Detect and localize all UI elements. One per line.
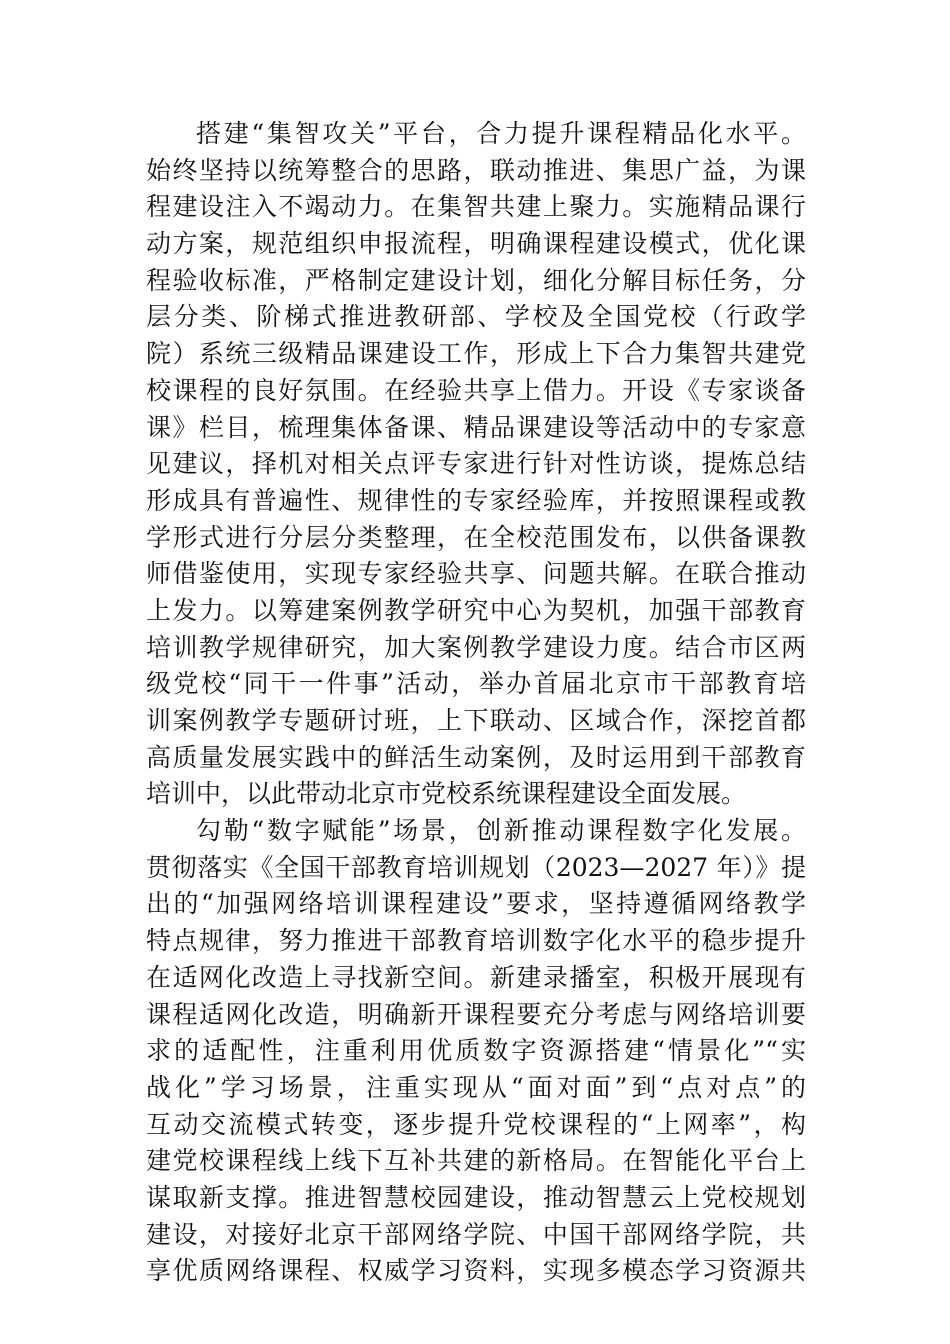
paragraph-line: 建设，对接好北京干部网络学院、中国干部网络学院，共 bbox=[146, 1219, 806, 1249]
paragraph-line: 见建议，择机对相关点评专家进行针对性访谈，提炼总结 bbox=[146, 449, 806, 479]
paragraph-line: 搭建“集智攻关”平台，合力提升课程精品化水平。 bbox=[196, 119, 806, 148]
paragraph-line: 程验收标准，严格制定建设计划，细化分解目标任务，分 bbox=[146, 265, 806, 295]
paragraph-line: 上发力。以筹建案例教学研究中心为契机，加强干部教育 bbox=[146, 595, 806, 625]
paragraph-line: 享优质网络课程、权威学习资料，实现多模态学习资源共 bbox=[146, 1256, 806, 1286]
paragraph-line: 出的“加强网络培训课程建设”要求，坚持遵循网络教学 bbox=[146, 889, 806, 919]
paragraph-line: 课》栏目，梳理集体备课、精品课建设等活动中的专家意 bbox=[146, 412, 806, 442]
paragraph-line: 级党校“同干一件事”活动，举办首届北京市干部教育培 bbox=[146, 669, 806, 699]
paragraph-digital-empowerment bbox=[146, 813, 806, 1290]
paragraph-line: 校课程的良好氛围。在经验共享上借力。开设《专家谈备 bbox=[146, 375, 806, 405]
paragraph-line: 勾勒“数字赋能”场景，创新推动课程数字化发展。 bbox=[196, 816, 806, 846]
paragraph-line: 形成具有普遍性、规律性的专家经验库，并按照课程或教 bbox=[146, 485, 806, 515]
paragraph-line: 课程适网化改造，明确新开课程要充分考虑与网络培训要 bbox=[146, 999, 806, 1029]
paragraph-line: 互动交流模式转变，逐步提升党校课程的“上网率”，构 bbox=[146, 1109, 806, 1139]
paragraph-line: 学形式进行分层分类整理，在全校范围发布，以供备课教 bbox=[146, 522, 806, 552]
paragraph-line: 谋取新支撑。推进智慧校园建设，推动智慧云上党校规划 bbox=[146, 1182, 806, 1212]
paragraph-course-quality bbox=[146, 116, 806, 813]
paragraph-line: 院）系统三级精品课建设工作，形成上下合力集智共建党 bbox=[146, 339, 806, 369]
paragraph-line: 师借鉴使用，实现专家经验共享、问题共解。在联合推动 bbox=[146, 559, 806, 589]
paragraph-line: 始终坚持以统筹整合的思路，联动推进、集思广益，为课 bbox=[146, 155, 806, 185]
paragraph-line: 求的适配性，注重利用优质数字资源搭建“情景化”“实 bbox=[146, 1036, 806, 1066]
paragraph-line: 程建设注入不竭动力。在集智共建上聚力。实施精品课行 bbox=[146, 192, 806, 222]
paragraph-line: 高质量发展实践中的鲜活生动案例，及时运用到干部教育 bbox=[146, 742, 806, 772]
paragraph-line: 培训教学规律研究，加大案例教学建设力度。结合市区两 bbox=[146, 632, 806, 662]
paragraph-line: 贯彻落实《全国干部教育培训规划（2023—2027 年）》提 bbox=[146, 852, 806, 882]
paragraph-line: 层分类、阶梯式推进教研部、学校及全国党校（行政学 bbox=[146, 302, 806, 332]
paragraph-line: 特点规律，努力推进干部教育培训数字化水平的稳步提升 bbox=[146, 926, 806, 956]
paragraph-line: 动方案，规范组织申报流程，明确课程建设模式，优化课 bbox=[146, 229, 806, 259]
paragraph-line: 训案例教学专题研讨班，上下联动、区域合作，深挖首都 bbox=[146, 706, 806, 735]
paragraph-line: 在适网化改造上寻找新空间。新建录播室，积极开展现有 bbox=[146, 962, 806, 992]
document-body bbox=[146, 116, 806, 1290]
paragraph-line: 建党校课程线上线下互补共建的新格局。在智能化平台上 bbox=[146, 1146, 806, 1176]
paragraph-line: 战化”学习场景，注重实现从“面对面”到“点对点”的 bbox=[146, 1072, 806, 1102]
paragraph-line: 培训中，以此带动北京市党校系统课程建设全面发展。 bbox=[146, 779, 747, 809]
